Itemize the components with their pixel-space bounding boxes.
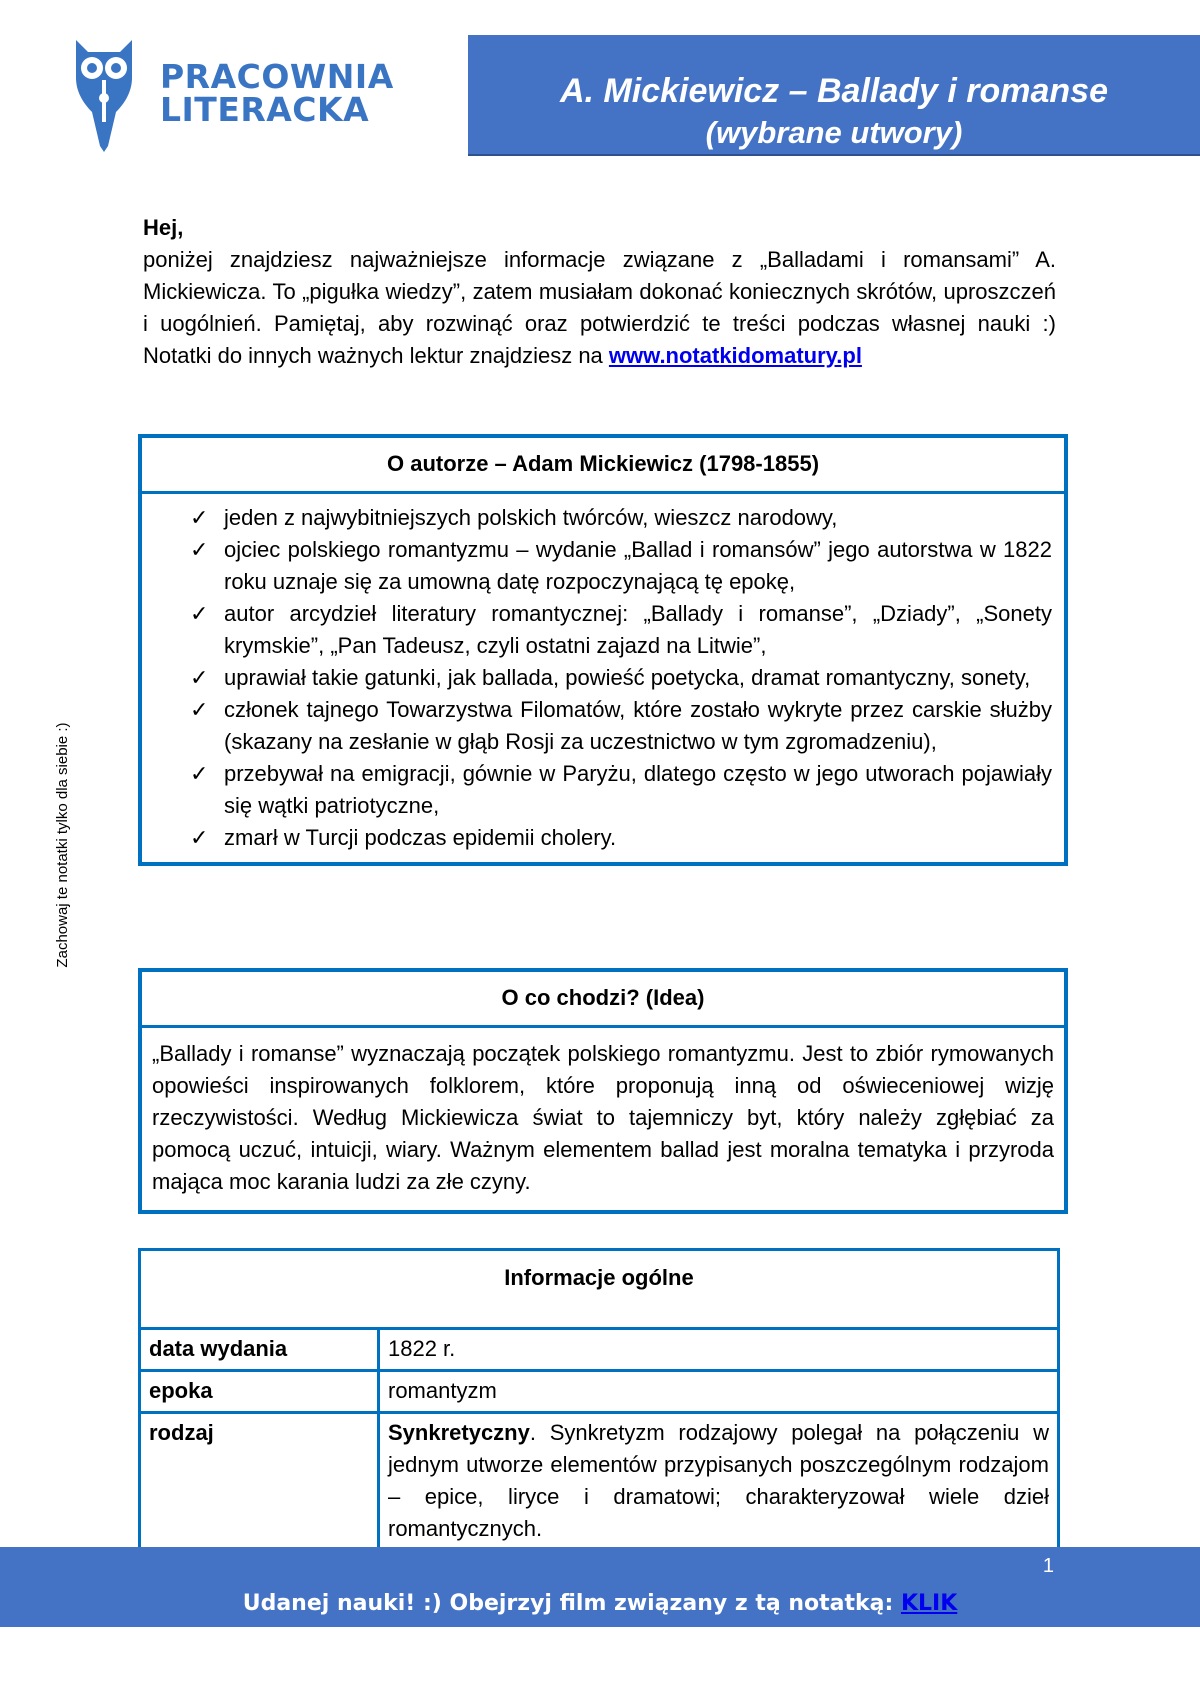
checkmark-icon: ✓ [190, 537, 209, 562]
list-item: ✓ autor arcydzieł literatury romantycznej: „Ballady i romanse”, „Dziady”, „Sonety krymskie”, „Pan Tadeusz, czyli ostatni zajazd na Litwie”, [190, 598, 1052, 662]
owl-pen-icon [72, 38, 136, 152]
list-item: ✓ członek tajnego Towarzystwa Filomatów, które zostało wykryte przez carskie służby (skazany na zesłanie w głąb Rosji za uczestnictwo w tym zgromadzeniu), [190, 694, 1052, 758]
author-box [138, 434, 1068, 866]
website-link[interactable]: www.notatkidomatury.pl [608, 343, 862, 368]
checkmark-icon: ✓ [190, 825, 209, 850]
list-item: ✓ ojciec polskiego romantyzmu – wydanie „Ballad i romansów” jego autorstwa w 1822 roku uznaje się za umowną datę rozpoczynającą tę epokę, [190, 534, 1052, 598]
checkmark-icon: ✓ [190, 505, 209, 530]
intro-paragraph [143, 212, 1056, 372]
side-note: Zachowaj te notatki tylko dla siebie :) [54, 722, 71, 968]
idea-box [138, 968, 1068, 1214]
list-item: ✓ przebywał na emigracji, gównie w Paryżu, dlatego często w jego utworach pojawiały się wątki patriotyczne, [190, 758, 1052, 822]
idea-text: „Ballady i romanse” wyznaczają początek polskiego romantyzmu. Jest to zbiór rymowanych opowieści inspirowanych folklorem, które proponują inną od oświeceniowej wizję rzeczywistości. Według Mickiewicza świat to tajemniczy byt, który należy zgłębiać za pomocą uczuć, intuicji, wiary. Ważnym elementem ballad jest moralna tematyka i przyroda mająca moc karania ludzi za złe czyny. [152, 1041, 1054, 1194]
logo-line-1: PRACOWNIA [160, 57, 394, 96]
logo-line-2: LITERACKA [160, 90, 370, 129]
author-facts-list [142, 494, 1064, 862]
list-item: ✓ jeden z najwybitniejszych polskich twórców, wieszcz narodowy, [190, 502, 1052, 534]
idea-box-title: O co chodzi? (Idea) [142, 972, 1064, 1028]
checkmark-icon: ✓ [190, 601, 209, 626]
page-title: A. Mickiewicz – Ballady i romanse [559, 72, 1108, 110]
footer-text: Udanej nauki! :) Obejrzyj film związany z tą notatką: KLIK [242, 1591, 958, 1616]
table-row: rodzaj Synkretyczny. Synkretyzm rodzajowy polegał na połączeniu w jednym utworze elementów przypisanych poszczególnym rodzajom – epice, liryce i dramatowi; charakteryzował wiele dzieł romantycznych. [140, 1413, 1059, 1551]
list-item: ✓ zmarł w Turcji podczas epidemii cholery. [190, 822, 1052, 854]
footer [0, 1547, 1200, 1627]
table-row: data wydania 1822 r. [140, 1329, 1059, 1371]
checkmark-icon: ✓ [190, 761, 209, 786]
video-link[interactable]: KLIK [900, 1591, 958, 1616]
info-table-title: Informacje ogólne [140, 1250, 1059, 1329]
checkmark-icon: ✓ [190, 665, 209, 690]
author-box-title: O autorze – Adam Mickiewicz (1798-1855) [142, 438, 1064, 494]
page-subtitle: (wybrane utwory) [705, 115, 963, 150]
table-row: epoka romantyzm [140, 1371, 1059, 1413]
title-banner [468, 35, 1200, 154]
page-number: 1 [1042, 1555, 1054, 1577]
intro-greeting: Hej, [143, 215, 184, 240]
checkmark-icon: ✓ [190, 697, 209, 722]
intro-text: poniżej znajdziesz najważniejsze informacje związane z „Balladami i romansami” A. Mickiewicza. To „pigułka wiedzy”, zatem musiałam dokonać koniecznych skrótów, uproszczeń i uogólnień. Pamiętaj, aby rozwinąć oraz potwierdzić te treści podczas własnej nauki :) Notatki do innych ważnych lektur znajdziesz na [143, 247, 1056, 368]
info-table [138, 1248, 1060, 1552]
list-item: ✓ uprawiał takie gatunki, jak ballada, powieść poetycka, dramat romantyczny, sonety, [190, 662, 1052, 694]
logo [72, 38, 412, 158]
